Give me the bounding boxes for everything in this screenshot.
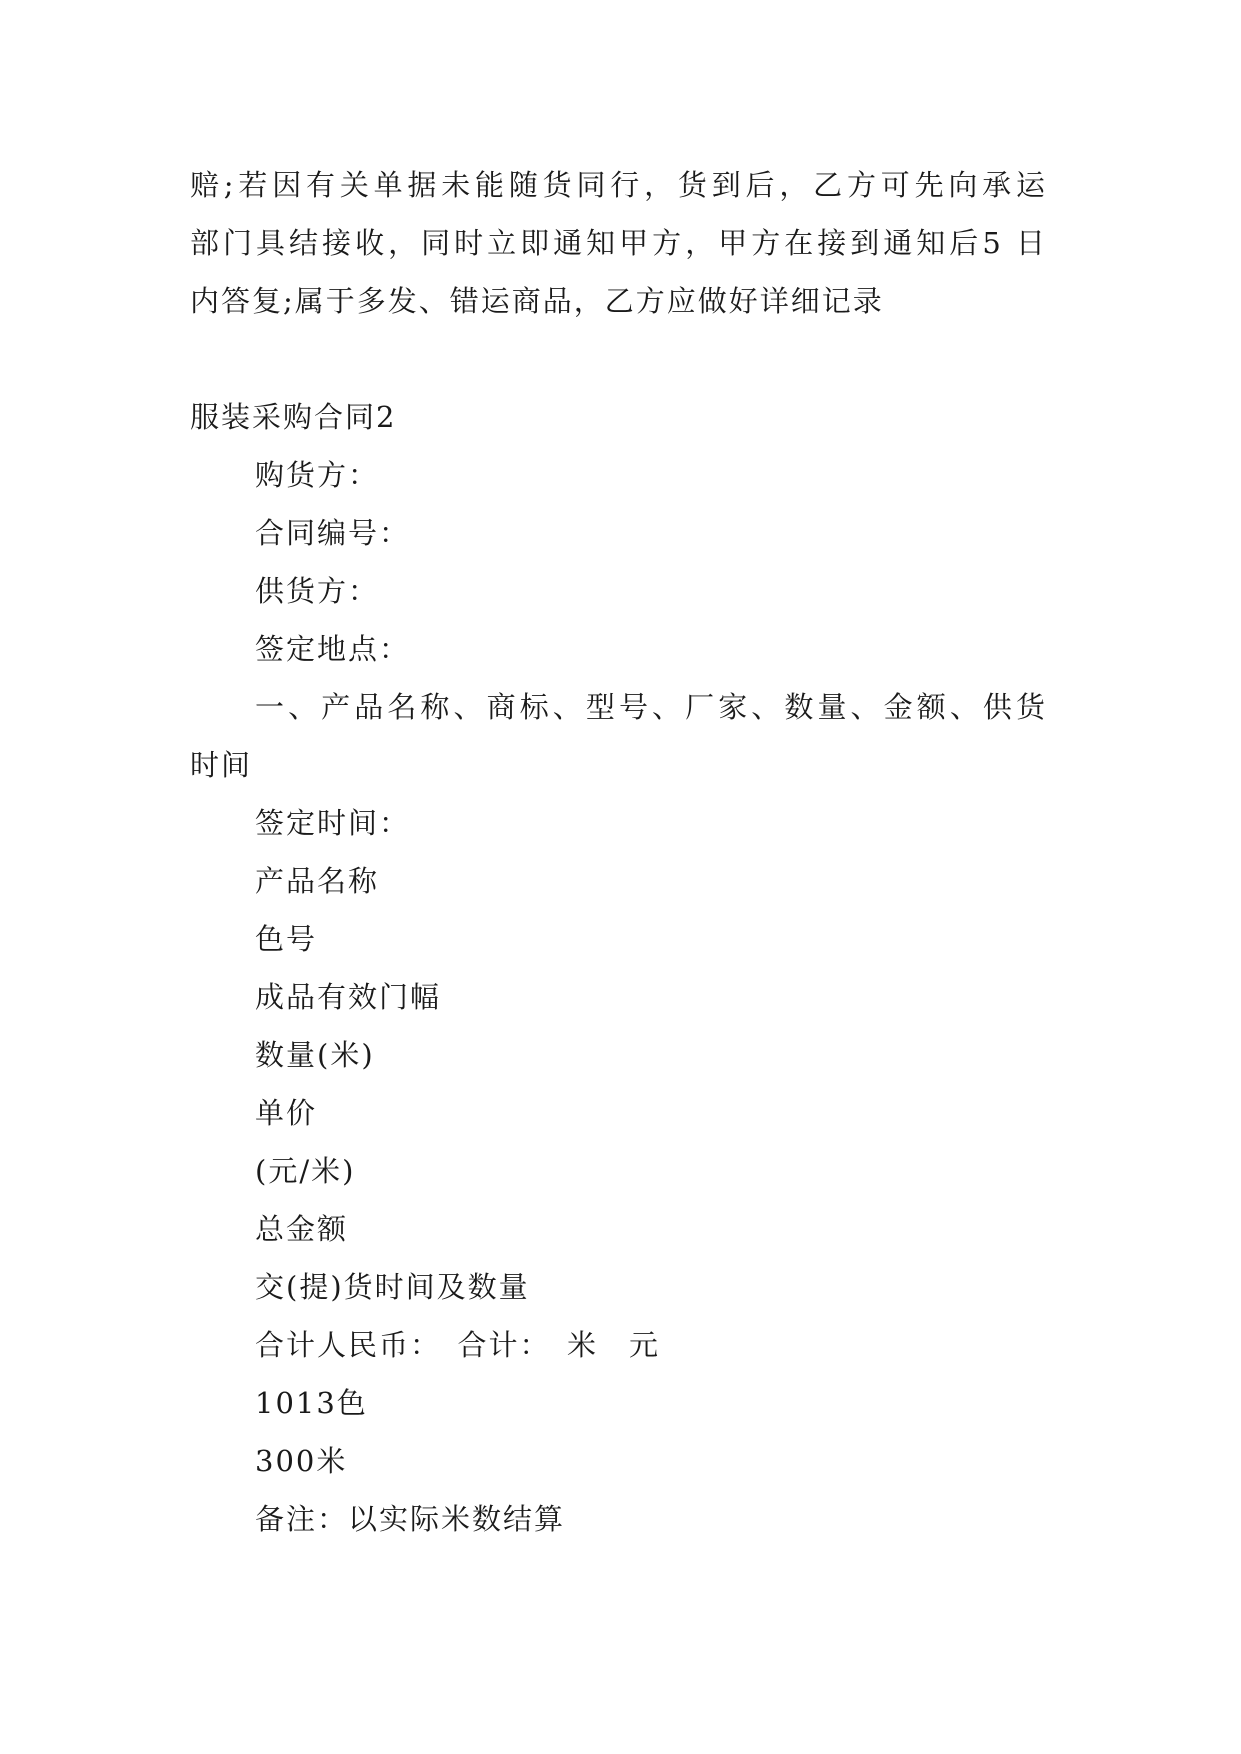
field-color-number: 色号: [255, 922, 318, 956]
field-remarks: 备注：以实际米数结算: [255, 1502, 566, 1536]
field-quantity-value: 300米: [255, 1444, 348, 1478]
contract-title: 服装采购合同2: [190, 400, 397, 434]
sign-place-label: 签定地点：: [255, 632, 411, 666]
field-total-amount: 总金额: [255, 1212, 349, 1246]
field-product-name: 产品名称: [255, 864, 380, 898]
sign-time-label: 签定时间：: [255, 806, 411, 840]
paragraph-line-2: 部门具结接收，同时立即通知甲方，甲方在接到通知后5 日: [190, 226, 1047, 260]
field-quantity: 数量(米): [255, 1038, 375, 1072]
section-1-heading-cont: 时间: [190, 748, 253, 782]
field-delivery-time: 交(提)货时间及数量: [255, 1270, 530, 1304]
field-unit: (元/米): [255, 1154, 356, 1188]
supplier-label: 供货方：: [255, 574, 380, 608]
contract-number-label: 合同编号：: [255, 516, 411, 550]
field-color-value: 1013色: [255, 1386, 368, 1420]
section-1-heading: 一、产品名称、商标、型号、厂家、数量、金额、供货: [255, 690, 1047, 724]
field-effective-width: 成品有效门幅: [255, 980, 442, 1014]
field-unit-price: 单价: [255, 1096, 318, 1130]
buyer-label: 购货方：: [255, 458, 380, 492]
paragraph-line-1: 赔;若因有关单据未能随货同行，货到后，乙方可先向承运: [190, 168, 1047, 202]
paragraph-line-3: 内答复;属于多发、错运商品，乙方应做好详细记录: [190, 284, 884, 318]
field-total-rmb: 合计人民币： 合计： 米 元: [255, 1328, 661, 1362]
